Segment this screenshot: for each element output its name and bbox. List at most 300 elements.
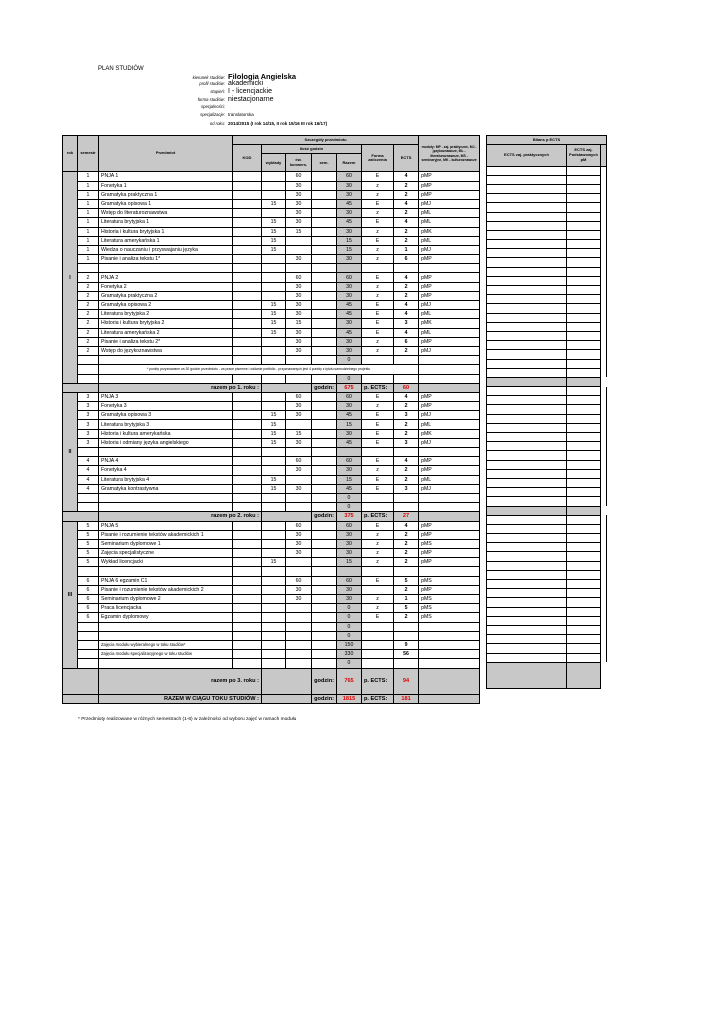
- balance-cell: [567, 488, 601, 497]
- balance-row: [487, 451, 607, 460]
- subject-name: Gramatyka praktyczna 2: [99, 291, 233, 300]
- grand-total-hours: 1815: [337, 694, 362, 703]
- assessment-form: z: [362, 558, 394, 567]
- code-cell: [233, 595, 262, 604]
- balance-cell: [601, 341, 607, 350]
- lecture-hours: [262, 595, 286, 604]
- semester-cell: [78, 650, 99, 659]
- ects-points: [394, 448, 419, 457]
- code-cell: [233, 493, 262, 502]
- lecture-hours: 15: [262, 199, 286, 208]
- lecture-hours: [262, 659, 286, 668]
- table-row: [63, 457, 480, 466]
- balance-cell: [567, 570, 601, 579]
- balance-cell: [601, 488, 607, 497]
- balance-row: [487, 644, 607, 653]
- balance-cell: [567, 405, 601, 414]
- balance-cell: [487, 313, 567, 322]
- subject-name: Zajęcia modułu wybieralnego w toku studiów*: [99, 640, 233, 649]
- seminar-hours: [312, 190, 337, 199]
- balance-row: [487, 653, 607, 662]
- table-row: [63, 567, 480, 576]
- lecture-hours: [262, 181, 286, 190]
- seminar-hours: [312, 457, 337, 466]
- semester-cell: [78, 503, 99, 512]
- seminar-hours: [312, 558, 337, 567]
- ects-points: [394, 622, 419, 631]
- module-code: pMP: [419, 585, 480, 594]
- balance-cell: [567, 451, 601, 460]
- table-row: [63, 650, 480, 659]
- subject-name: Praca licencjacka: [99, 604, 233, 613]
- balance-row: [487, 662, 607, 688]
- code-cell: [233, 567, 262, 576]
- seminar-hours: [312, 245, 337, 254]
- seminar-hours: [312, 411, 337, 420]
- col-wyklady: wykłady: [262, 154, 286, 172]
- total-hours: 45: [337, 328, 362, 337]
- code-cell: [233, 429, 262, 438]
- balance-cell: [567, 203, 601, 212]
- study-meta: [120, 72, 380, 129]
- code-cell: [233, 420, 262, 429]
- balance-cell: [567, 240, 601, 249]
- ects-points: 2: [394, 475, 419, 484]
- assessment-form: z: [362, 255, 394, 264]
- semester-cell: 3: [78, 411, 99, 420]
- balance-cell: [487, 267, 567, 276]
- total-hours: 15: [337, 236, 362, 245]
- balance-cell: [487, 570, 567, 579]
- semester-cell: 1: [78, 181, 99, 190]
- balance-cell: [487, 212, 567, 221]
- ects-points: 4: [394, 310, 419, 319]
- exercise-hours: [286, 503, 312, 512]
- module-code: pMP: [419, 337, 480, 346]
- seminar-hours: [312, 328, 337, 337]
- subject-name: [99, 264, 233, 273]
- balance-cell: [487, 607, 567, 616]
- balance-cell: [487, 221, 567, 230]
- total-hours: 30: [337, 227, 362, 236]
- balance-row: [487, 230, 607, 239]
- subject-name: Pisanie i rozumienie tekstów akademickich 1: [99, 530, 233, 539]
- balance-row: [487, 414, 607, 423]
- code-cell: [233, 411, 262, 420]
- table-row: [63, 503, 480, 512]
- summary-hours-label: godzin:: [312, 383, 337, 392]
- seminar-hours: [312, 346, 337, 355]
- balance-row: [487, 258, 607, 267]
- lecture-hours: [262, 493, 286, 502]
- module-code: pMS: [419, 595, 480, 604]
- balance-cell: [567, 230, 601, 239]
- assessment-form: [362, 503, 394, 512]
- meta-label: forma studiów:: [197, 97, 225, 103]
- code-cell: [233, 199, 262, 208]
- assessment-form: z: [362, 227, 394, 236]
- exercise-hours: 30: [286, 328, 312, 337]
- semester-cell: 1: [78, 227, 99, 236]
- balance-cell: [601, 570, 607, 579]
- balance-row: [487, 359, 607, 368]
- code-cell: [233, 374, 262, 383]
- semester-cell: 2: [78, 346, 99, 355]
- assessment-form: E: [362, 475, 394, 484]
- total-hours: 30: [337, 429, 362, 438]
- balance-cell: [601, 607, 607, 616]
- seminar-hours: [312, 585, 337, 594]
- seminar-hours: [312, 429, 337, 438]
- assessment-form: E: [362, 484, 394, 493]
- balance-cell: [601, 552, 607, 561]
- balance-row: [487, 607, 607, 616]
- lecture-hours: [262, 576, 286, 585]
- balance-cell: [601, 589, 607, 598]
- assessment-form: z: [362, 282, 394, 291]
- table-row: [63, 337, 480, 346]
- semester-cell: 6: [78, 604, 99, 613]
- ects-points: [394, 567, 419, 576]
- balance-cell: [567, 322, 601, 331]
- balance-row: [487, 552, 607, 561]
- code-cell: [233, 530, 262, 539]
- grand-total-hours-label: godzin:: [312, 694, 337, 703]
- lecture-hours: 15: [262, 429, 286, 438]
- total-hours: 45: [337, 484, 362, 493]
- semester-cell: 2: [78, 337, 99, 346]
- ects-points: [394, 659, 419, 668]
- summary-cell: [63, 383, 99, 392]
- meta-label: specjalności:: [201, 104, 225, 110]
- exercise-hours: [286, 631, 312, 640]
- assessment-form: E: [362, 411, 394, 420]
- assessment-form: E: [362, 301, 394, 310]
- seminar-hours: [312, 420, 337, 429]
- assessment-form: [362, 631, 394, 640]
- table-row: [63, 392, 480, 401]
- grand-total-ects-label: p. ECTS:: [362, 694, 394, 703]
- ects-points: 3: [394, 411, 419, 420]
- table-row: [63, 181, 480, 190]
- subject-name: [99, 622, 233, 631]
- balance-cell: [567, 635, 601, 644]
- balance-cell: [487, 451, 567, 460]
- summary-cell: [262, 668, 312, 694]
- balance-cell: [601, 653, 607, 662]
- total-hours: 60: [337, 392, 362, 401]
- balance-cell: [601, 433, 607, 442]
- assessment-form: E: [362, 429, 394, 438]
- code-cell: [233, 209, 262, 218]
- lecture-hours: 15: [262, 558, 286, 567]
- total-hours: 30: [337, 337, 362, 346]
- ects-points: 3: [394, 319, 419, 328]
- ects-points: [394, 374, 419, 383]
- table-row: [63, 438, 480, 447]
- balance-row: [487, 295, 607, 304]
- lecture-hours: [262, 585, 286, 594]
- ects-points: 2: [394, 209, 419, 218]
- balance-cell: [487, 175, 567, 184]
- subject-name: Wstęp do językoznawstwa: [99, 346, 233, 355]
- balance-cell: [601, 240, 607, 249]
- balance-row: [487, 249, 607, 258]
- col-forma: Forma zaliczenia: [362, 145, 394, 172]
- assessment-form: E: [362, 199, 394, 208]
- balance-cell: [601, 194, 607, 203]
- balance-cell: [567, 221, 601, 230]
- ects-points: 4: [394, 301, 419, 310]
- total-hours: 60: [337, 576, 362, 585]
- exercise-hours: [286, 567, 312, 576]
- lecture-hours: 15: [262, 310, 286, 319]
- total-hours: 45: [337, 301, 362, 310]
- seminar-hours: [312, 255, 337, 264]
- exercise-hours: 30: [286, 585, 312, 594]
- balance-row: [487, 396, 607, 405]
- subject-name: [99, 356, 233, 365]
- code-cell: [233, 484, 262, 493]
- ects-points: [394, 631, 419, 640]
- exercise-hours: [286, 420, 312, 429]
- table-row: [63, 227, 480, 236]
- balance-cell: [601, 644, 607, 653]
- ects-points: 2: [394, 190, 419, 199]
- module-code: pMP: [419, 466, 480, 475]
- semester-cell: [78, 356, 99, 365]
- summary-hours-label: godzin:: [312, 668, 337, 694]
- balance-cell: [601, 276, 607, 285]
- meta-value: akademicki: [228, 80, 264, 88]
- semester-cell: 1: [78, 218, 99, 227]
- ects-points: [394, 493, 419, 502]
- subject-name: Zajęcia modułu specjalizacyjnego w toku studiów: [99, 650, 233, 659]
- balance-row: [487, 506, 607, 515]
- module-code: pML: [419, 209, 480, 218]
- balance-cell: [601, 350, 607, 359]
- assessment-form: z: [362, 604, 394, 613]
- lecture-hours: 15: [262, 319, 286, 328]
- lecture-hours: 15: [262, 328, 286, 337]
- col-ilosc-godzin: Ilość godzin: [262, 145, 362, 154]
- module-code: pMP: [419, 273, 480, 282]
- balance-cell: [567, 295, 601, 304]
- balance-cell: [601, 166, 607, 175]
- exercise-hours: 30: [286, 549, 312, 558]
- ects-points: 6: [394, 337, 419, 346]
- balance-row: [487, 267, 607, 276]
- balance-cell: [567, 396, 601, 405]
- subject-name: PNJA 5: [99, 521, 233, 530]
- balance-row: [487, 598, 607, 607]
- lecture-hours: 15: [262, 301, 286, 310]
- balance-cell: [487, 368, 567, 377]
- balance-cell: [567, 552, 601, 561]
- meta-row: [120, 121, 380, 129]
- table-row: [63, 429, 480, 438]
- balance-cell: [567, 442, 601, 451]
- ects-points: 9: [394, 640, 419, 649]
- balance-cell: [487, 580, 567, 589]
- table-row: [63, 640, 480, 649]
- balance-row: [487, 166, 607, 175]
- exercise-hours: 15: [286, 319, 312, 328]
- balance-cell: [601, 414, 607, 423]
- semester-cell: [78, 659, 99, 668]
- code-cell: [233, 337, 262, 346]
- summary-cell: [262, 512, 312, 521]
- assessment-form: [362, 640, 394, 649]
- lecture-hours: [262, 539, 286, 548]
- total-hours: 45: [337, 411, 362, 420]
- total-hours: 0: [337, 604, 362, 613]
- code-cell: [233, 227, 262, 236]
- ects-points: 4: [394, 273, 419, 282]
- total-hours: 60: [337, 521, 362, 530]
- total-hours: 60: [337, 172, 362, 181]
- module-code: [419, 659, 480, 668]
- meta-row: [120, 104, 380, 112]
- total-hours: 0: [337, 659, 362, 668]
- module-code: pMJ: [419, 301, 480, 310]
- ects-points: 2: [394, 291, 419, 300]
- lecture-hours: [262, 337, 286, 346]
- lecture-hours: 15: [262, 218, 286, 227]
- total-hours: 0: [337, 631, 362, 640]
- subject-name: Fonetyka 3: [99, 402, 233, 411]
- summary-ects-label: p. ECTS:: [362, 668, 394, 694]
- balance-cell: [601, 387, 607, 396]
- subject-name: Gramatyka praktyczna 1: [99, 190, 233, 199]
- module-code: [419, 448, 480, 457]
- balance-row: [487, 368, 607, 377]
- total-hours: 150: [337, 640, 362, 649]
- balance-row: [487, 616, 607, 625]
- assessment-form: E: [362, 236, 394, 245]
- balance-cell: [487, 469, 567, 478]
- table-row: [63, 291, 480, 300]
- seminar-hours: [312, 493, 337, 502]
- seminar-hours: [312, 530, 337, 539]
- balance-cell: [567, 460, 601, 469]
- balance-cell: [487, 598, 567, 607]
- balance-cell: [487, 322, 567, 331]
- module-code: pML: [419, 236, 480, 245]
- table-row: [63, 264, 480, 273]
- module-code: pMK: [419, 429, 480, 438]
- assessment-form: E: [362, 457, 394, 466]
- module-code: [419, 650, 480, 659]
- balance-cell: [567, 377, 601, 386]
- summary-ects: 60: [394, 383, 419, 392]
- assessment-form: [362, 659, 394, 668]
- balance-cell: [601, 258, 607, 267]
- balance-cell: [487, 635, 567, 644]
- seminar-hours: [312, 576, 337, 585]
- semester-cell: 5: [78, 549, 99, 558]
- balance-cell: [487, 240, 567, 249]
- total-hours: 30: [337, 402, 362, 411]
- code-cell: [233, 310, 262, 319]
- seminar-hours: [312, 475, 337, 484]
- total-hours: 30: [337, 585, 362, 594]
- total-hours: 15: [337, 558, 362, 567]
- ects-points: 3: [394, 438, 419, 447]
- module-code: [419, 622, 480, 631]
- balance-cell: [567, 359, 601, 368]
- module-code: pMK: [419, 319, 480, 328]
- subject-name: [99, 448, 233, 457]
- seminar-hours: [312, 199, 337, 208]
- exercise-hours: [286, 245, 312, 254]
- seminar-hours: [312, 337, 337, 346]
- module-code: pMP: [419, 282, 480, 291]
- table-row: [63, 346, 480, 355]
- total-hours: 0: [337, 493, 362, 502]
- semester-cell: 3: [78, 402, 99, 411]
- code-cell: [233, 245, 262, 254]
- module-code: pMS: [419, 604, 480, 613]
- balance-cell: [487, 295, 567, 304]
- lecture-hours: [262, 521, 286, 530]
- exercise-hours: 30: [286, 346, 312, 355]
- total-hours: 30: [337, 181, 362, 190]
- lecture-hours: [262, 374, 286, 383]
- balance-row: [487, 194, 607, 203]
- total-hours: 15: [337, 475, 362, 484]
- balance-cell: [487, 249, 567, 258]
- code-cell: [233, 181, 262, 190]
- lecture-hours: [262, 264, 286, 273]
- module-code: pMK: [419, 227, 480, 236]
- total-hours: 30: [337, 291, 362, 300]
- lecture-hours: 15: [262, 438, 286, 447]
- module-code: pMS: [419, 613, 480, 622]
- code-cell: [233, 273, 262, 282]
- subject-name: Fonetyka 2: [99, 282, 233, 291]
- seminar-hours: [312, 631, 337, 640]
- summary-cell: [262, 694, 312, 703]
- table-row: [63, 475, 480, 484]
- assessment-form: [362, 567, 394, 576]
- lecture-hours: [262, 631, 286, 640]
- assessment-form: E: [362, 420, 394, 429]
- code-cell: [233, 264, 262, 273]
- summary-ects: 94: [394, 668, 419, 694]
- exercise-hours: 30: [286, 466, 312, 475]
- module-code: [419, 567, 480, 576]
- ects-points: 2: [394, 227, 419, 236]
- seminar-hours: [312, 356, 337, 365]
- module-code: pMJ: [419, 245, 480, 254]
- seminar-hours: [312, 181, 337, 190]
- total-hours: 30: [337, 282, 362, 291]
- seminar-hours: [312, 282, 337, 291]
- semester-cell: 5: [78, 521, 99, 530]
- balance-cell: [487, 331, 567, 340]
- module-code: pMP: [419, 521, 480, 530]
- balance-cell: [567, 598, 601, 607]
- semester-cell: [78, 622, 99, 631]
- semester-cell: [78, 640, 99, 649]
- assessment-form: E: [362, 319, 394, 328]
- table-row: [63, 549, 480, 558]
- balance-row: [487, 313, 607, 322]
- semester-cell: [78, 493, 99, 502]
- col-ects-podst: ECTS zaj. Podstawowych pM: [567, 145, 601, 166]
- subject-name: Literatura brytyjska 2: [99, 310, 233, 319]
